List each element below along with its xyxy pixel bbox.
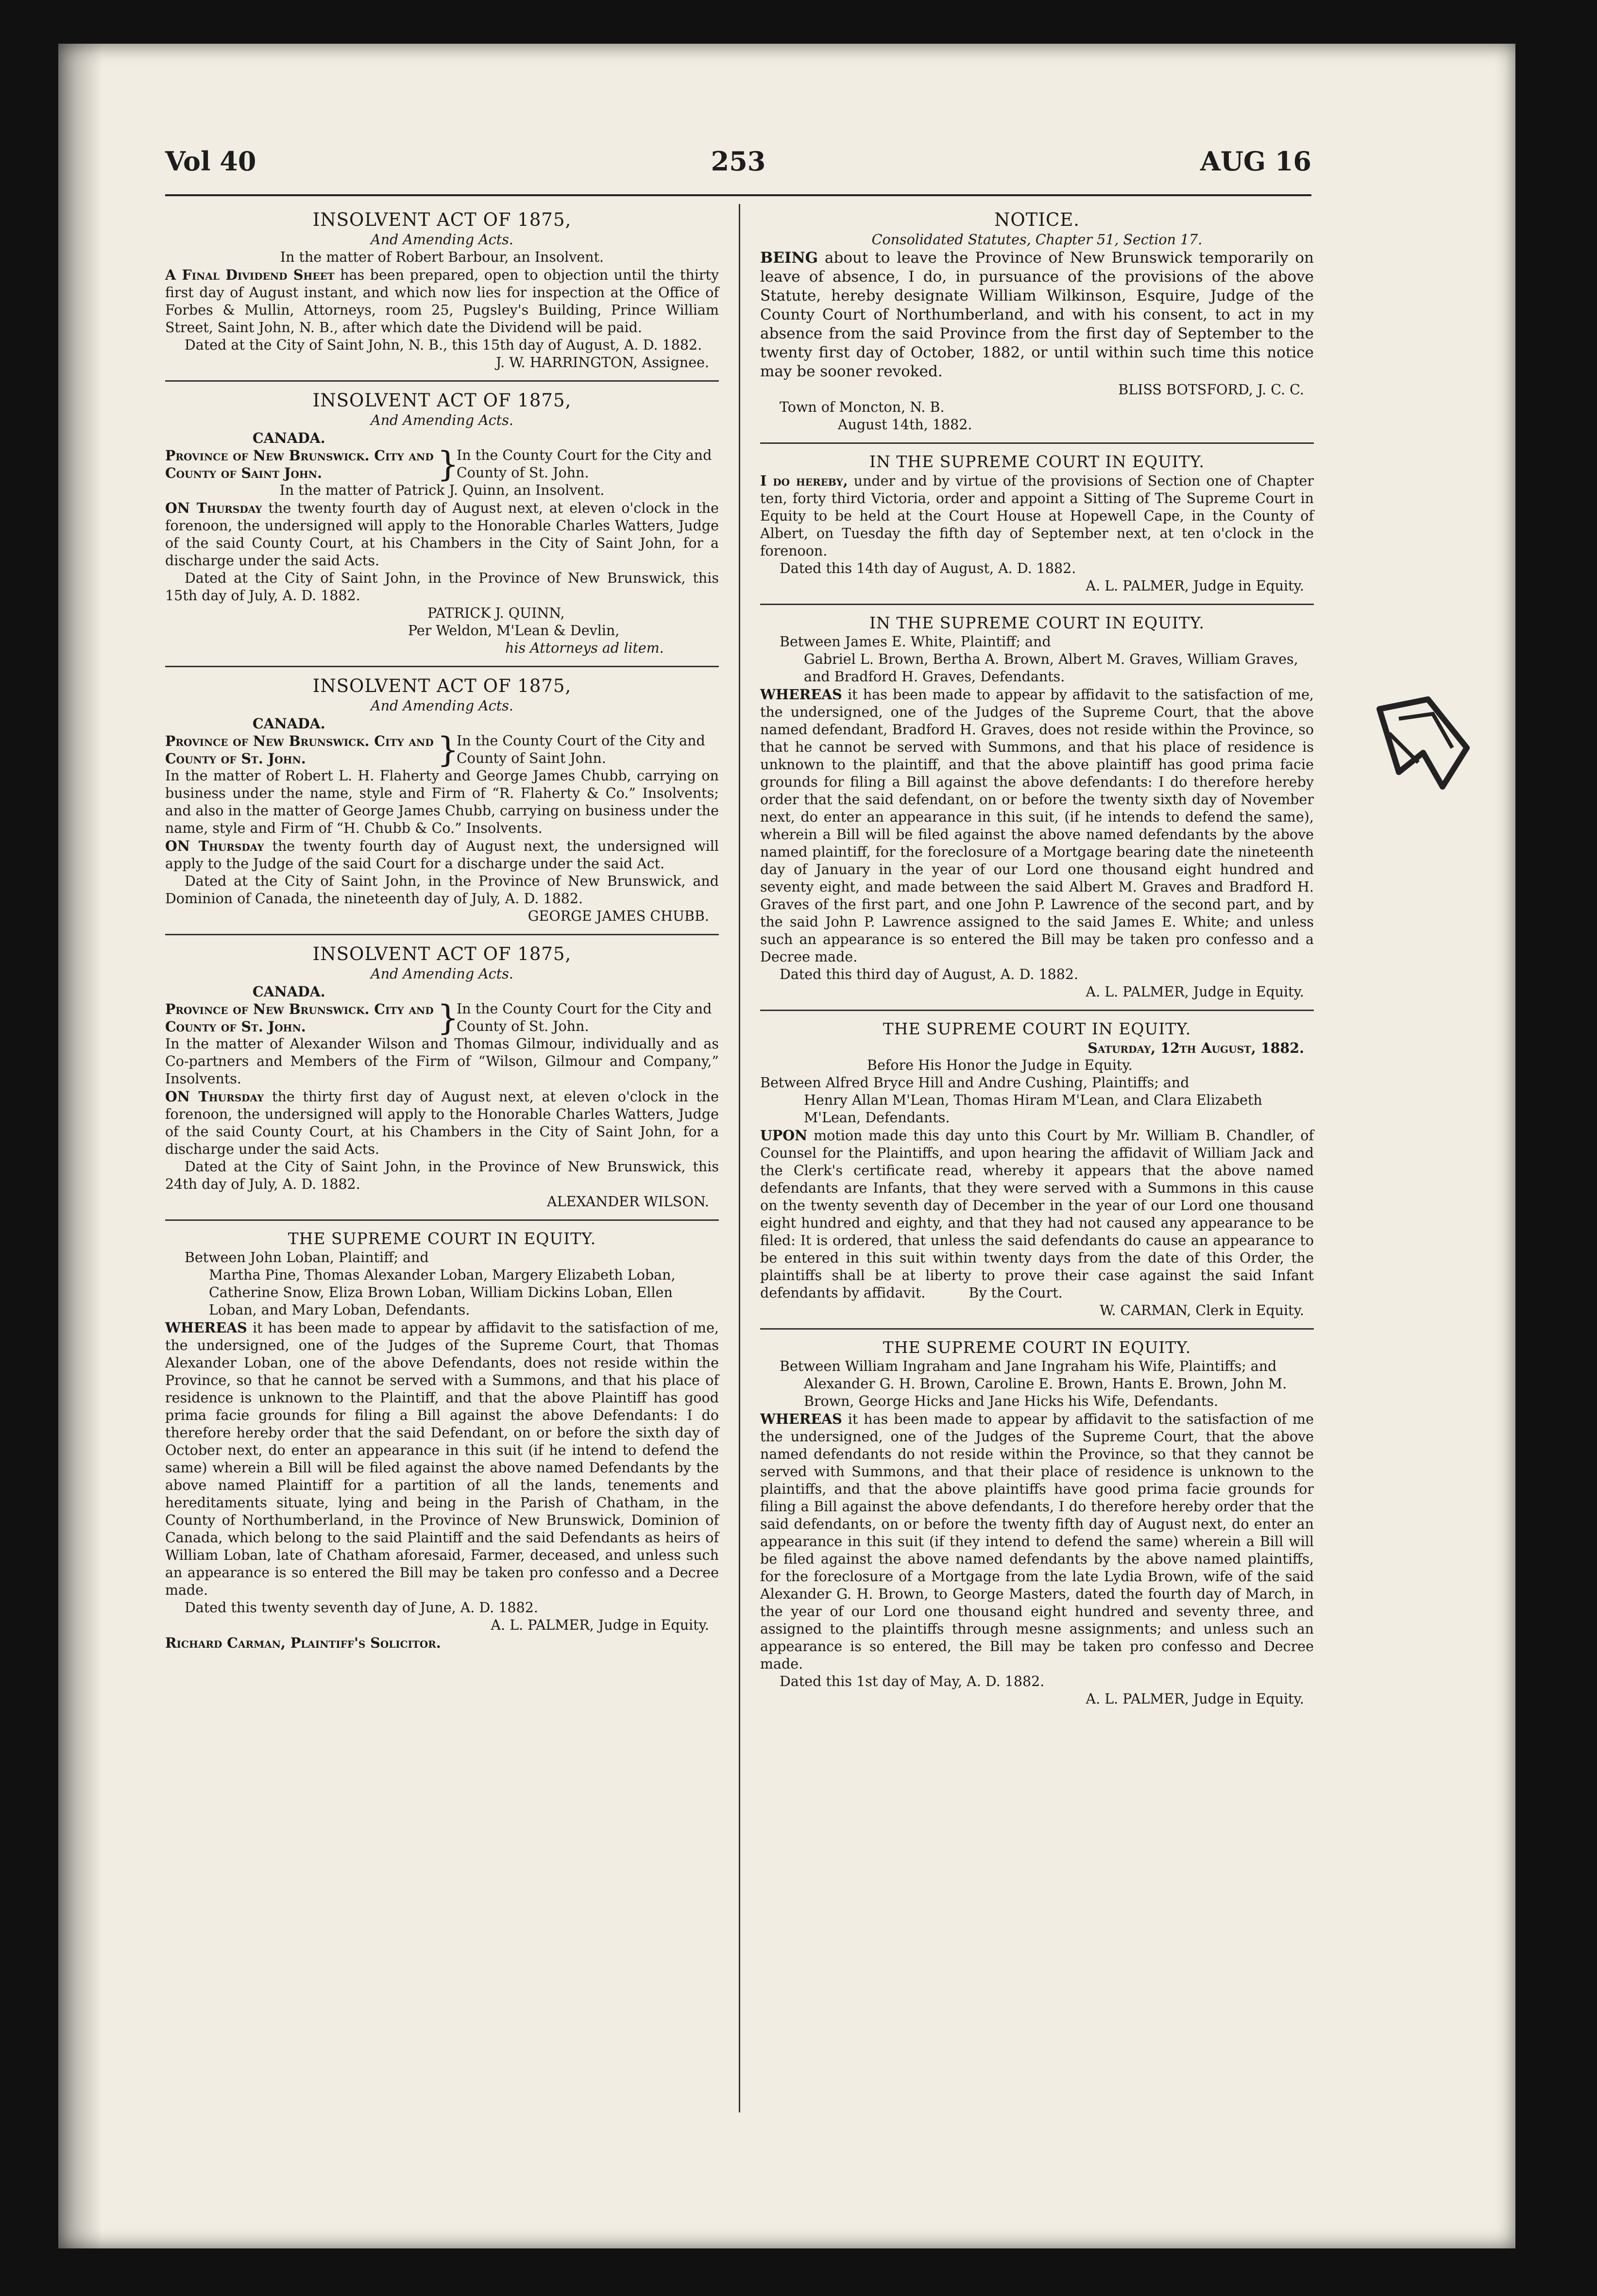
- notice-chubb: [165, 666, 719, 929]
- notice-body-lead: I do hereby,: [760, 473, 848, 489]
- notice-matter: In the matter of Alexander Wilson and Thomas Gilmour, individually and as Co-partners and Members of the Firm of “Wilson, Gilmour and Company,” Insolvents.: [165, 1036, 719, 1087]
- notice-signature: ALEXANDER WILSON.: [547, 1194, 709, 1210]
- notice-signature: A. L. PALMER, Judge in Equity.: [491, 1617, 709, 1633]
- notice-by-court: By the Court.: [968, 1285, 1063, 1301]
- notice-title: INSOLVENT ACT OF 1875,: [312, 390, 572, 411]
- notice-signature: J. W. HARRINGTON, Assignee.: [495, 355, 709, 371]
- notice-body: the thirty first day of August next, at eleven o'clock in the forenoon, the undersigned will apply to the Honorable Charles Watters, Judge of the said County Court, at his Chambers in the City of Saint John, for a discharge under the said Acts.: [165, 1089, 719, 1157]
- notice-dated: Dated at the City of Saint John, N. B., this 15th day of August, A. D. 1882.: [185, 337, 702, 353]
- column-divider: [739, 204, 740, 2112]
- parties-plaintiff: Between William Ingraham and Jane Ingraham his Wife, Plaintiffs; and: [780, 1358, 1277, 1374]
- notice-signature: BLISS BOTSFORD, J. C. C.: [1118, 382, 1304, 398]
- notice-body-lead: ON Thursday: [165, 838, 264, 854]
- parties-defendants: Alexander G. H. Brown, Caroline E. Brown, Hants E. Brown, John M. Brown, George Hicks and Jane Hicks his Wife, Defendants.: [804, 1376, 1287, 1409]
- notice-body-lead: WHEREAS: [760, 1411, 842, 1427]
- court-block: [165, 998, 719, 1038]
- page-header: [165, 146, 1311, 185]
- notice-title: THE SUPREME COURT IN EQUITY.: [288, 1229, 596, 1248]
- notice-subtitle: And Amending Acts.: [371, 698, 513, 714]
- notice-subtitle: And Amending Acts.: [371, 412, 513, 428]
- parties-defendants: Gabriel L. Brown, Bertha A. Brown, Albert M. Graves, William Graves, and Bradford H. Graves, Defendants.: [804, 651, 1298, 685]
- notice-body-lead: A Final Dividend Sheet: [165, 267, 335, 283]
- notice-signature: GEORGE JAMES CHUBB.: [527, 908, 709, 924]
- page-number: 253: [711, 146, 766, 177]
- court-block: [165, 730, 719, 770]
- notice-title: INSOLVENT ACT OF 1875,: [312, 944, 572, 964]
- notice-title: INSOLVENT ACT OF 1875,: [312, 675, 572, 696]
- notice-title: INSOLVENT ACT OF 1875,: [312, 209, 572, 230]
- notice-date-line: Saturday, 12th August, 1882.: [1087, 1040, 1304, 1056]
- court-left: Province of New Brunswick. City and County of Saint John.: [165, 447, 434, 481]
- notice-body: it has been made to appear by affidavit to the satisfaction of me, the undersigned, one of the Judges of the Supreme Court, that the above named defendant, Bradford H. Graves, does not reside within the Province, so that he cannot be served with Summons, and that his place of residence is unknown to the plaintiff, and that the above plaintiff has good prima facie grounds for filing a Bill against the above defendants: I do therefore hereby order that the said defendant, on or before the twenty sixth day of November next, do enter an appearance in this suit, (if he intends to defend the same), wherein a Bill will be filed against the above named defendants by the above named plaintiff, for the foreclosure of a Mortgage bearing date the nineteenth day of January in the year of our Lord one thousand eight hundred and seventy eight, and made between the said Albert M. Graves and Bradford H. Graves of the first part, and one John P. Lawrence of the second part, and by the said John P. Lawrence assigned to the said James E. White; and unless such an appearance is so entered the Bill may be taken pro confesso and a Decree made.: [760, 687, 1314, 965]
- notice-signature: PATRICK J. QUINN,: [427, 605, 565, 621]
- notice-signature: A. L. PALMER, Judge in Equity.: [1086, 578, 1304, 594]
- parties-plaintiff: Between John Loban, Plaintiff; and: [185, 1249, 429, 1266]
- notice-body: it has been made to appear by affidavit to the satisfaction of me, the undersigned, one of the Judges of the Supreme Court, that Thomas Alexander Loban, one of the above Defendants, does not reside within the Province, so that he cannot be served with a Summons, and that his place of residence is unknown to the Plaintiff, and that the above Plaintiff has good prima facie grounds for filing a Bill against the above Defendants: I do therefore hereby order that the said Defendant, on or before the sixth day of October next, do enter an appearance in this suit (if he intend to defend the same) wherein a Bill will be filed against the above named Defendants by the above named Plaintiff for a partition of all the lands, tenements and hereditaments situate, lying and being in the Parish of Chatham, in the County of Northumberland, in the Province of New Brunswick, Dominion of Canada, which belong to the said Plaintiff and the said Defendants as heirs of William Loban, late of Chatham aforesaid, Farmer, deceased, and unless such an appearance is so entered the Bill may be taken pro confesso and a Decree made.: [165, 1320, 719, 1598]
- notice-hopewell: [760, 442, 1314, 599]
- notice-body-lead: WHEREAS: [165, 1319, 247, 1336]
- notice-quinn: [165, 380, 719, 661]
- notice-dated: August 14th, 1882.: [838, 417, 972, 433]
- notice-body-lead: WHEREAS: [760, 686, 842, 703]
- notice-botsford: [760, 209, 1314, 438]
- notice-ingraham: [760, 1328, 1314, 1712]
- notice-dated: Dated this 14th day of August, A. D. 1882.: [780, 560, 1076, 576]
- right-column: [760, 209, 1314, 1712]
- header-rule: [165, 194, 1311, 196]
- notice-body: the twenty fourth day of August next, at eleven o'clock in the forenoon, the undersigned will apply to the Honorable Charles Watters, Judge of the said County Court, at his Chambers in the City of Saint John, for a discharge under the said Acts.: [165, 500, 719, 569]
- notice-dated: Dated at the City of Saint John, in the Province of New Brunswick, this 15th day of July, A. D. 1882.: [165, 570, 719, 604]
- notice-signature: W. CARMAN, Clerk in Equity.: [1100, 1302, 1304, 1318]
- notice-body: about to leave the Province of New Brunswick temporarily on leave of absence, I do, in pursuance of the provisions of the above Statute, hereby designate William Wilkinson, Esquire, Judge of the County Court of Northumberland, and with his consent, to act in my absence from the said Province from the first day of September to the twenty first day of October, 1882, or until within such time this notice may be sooner revoked.: [760, 249, 1314, 380]
- court-block: [165, 444, 719, 484]
- notice-title: IN THE SUPREME COURT IN EQUITY.: [869, 452, 1205, 471]
- left-column: [165, 209, 719, 1655]
- court-right: In the County Court for the City and County of St. John.: [457, 447, 712, 481]
- notice-body: it has been made to appear by affidavit to the satisfaction of me the undersigned, one of the Judges of the Supreme Court, that the above named defendants do not reside within the Province, so that they cannot be served with Summons, and that their place of residence is unknown to the plaintiffs, and that the above plaintiffs have good prima facie grounds for filing a Bill against the above defendants, I do therefore hereby order that the said defendants, on or before the twenty fifth day of August next, do enter an appearance in this suit (if they intend to defend the same) wherein a Bill will be filed against the above named defendants by the above named plaintiffs, for the foreclosure of a Mortgage from the late Lydia Brown, wife of the said Alexander G. H. Brown, to George Masters, dated the fourth day of March, in the year of our Lord one thousand eight hundred and seventy three, and assigned to the plaintiffs through mesne assignments; and unless such an appearance is so entered, the Bill may be taken pro confesso and Decree made.: [760, 1411, 1314, 1672]
- notice-canada: CANADA.: [253, 715, 325, 732]
- notice-body-lead: ON Thursday: [165, 500, 262, 516]
- notice-subtitle: And Amending Acts.: [371, 232, 513, 248]
- court-left: Province of New Brunswick. City and County of St. John.: [165, 1001, 434, 1035]
- library-stamp-icon: [1370, 690, 1477, 796]
- notice-before: Before His Honor the Judge in Equity.: [867, 1057, 1133, 1073]
- notice-body: the twenty fourth day of August next, the undersigned will apply to the Judge of the said Court for a discharge under the said Act.: [165, 838, 719, 872]
- notice-matter: In the matter of Patrick J. Quinn, an Insolvent.: [279, 482, 605, 498]
- notice-subtitle: Consolidated Statutes, Chapter 51, Section 17.: [871, 232, 1203, 248]
- notice-barbour: [165, 209, 719, 375]
- court-right: In the County Court of the City and County of Saint John.: [457, 733, 705, 766]
- notice-solicitor: Richard Carman, Plaintiff's Solicitor.: [165, 1635, 441, 1651]
- court-left: Province of New Brunswick. City and County of St. John.: [165, 733, 434, 767]
- notice-body-lead: BEING: [760, 249, 818, 267]
- notice-white: [760, 604, 1314, 1005]
- notice-title: THE SUPREME COURT IN EQUITY.: [883, 1019, 1191, 1038]
- notice-body-lead: ON Thursday: [165, 1088, 264, 1105]
- notice-dated: Dated this third day of August, A. D. 1882.: [780, 966, 1079, 982]
- parties-plaintiff: Between James E. White, Plaintiff; and: [780, 634, 1051, 650]
- notice-canada: CANADA.: [253, 983, 325, 1000]
- brace-icon: }: [437, 730, 459, 770]
- notice-body: has been prepared, open to objection until the thirty first day of August instant, and which now lies for inspection at the Office of Forbes & Mullin, Attorneys, room 25, Pugsley's Building, Prince William Street, Saint John, N. B., after which date the Dividend will be paid.: [165, 267, 719, 336]
- notice-attorneys: his Attorneys ad litem.: [505, 640, 664, 656]
- notice-canada: CANADA.: [253, 430, 325, 446]
- page-gutter-shadow: [58, 44, 102, 2248]
- parties-defendants: Henry Allan M'Lean, Thomas Hiram M'Lean, and Clara Elizabeth M'Lean, Defendants.: [804, 1092, 1262, 1126]
- notice-hill: [760, 1010, 1314, 1323]
- notice-dated: Dated at the City of Saint John, in the Province of New Brunswick, and Dominion of Canada, the nineteenth day of July, A. D. 1882.: [165, 873, 719, 907]
- brace-icon: }: [437, 444, 459, 484]
- notice-signature: A. L. PALMER, Judge in Equity.: [1086, 984, 1304, 1000]
- notice-dated: Dated at the City of Saint John, in the Province of New Brunswick, this 24th day of July, A. D. 1882.: [165, 1159, 719, 1192]
- parties-plaintiff: Between Alfred Bryce Hill and Andre Cushing, Plaintiffs; and: [760, 1075, 1189, 1091]
- volume-label: Vol 40: [165, 146, 256, 177]
- parties-defendants: Martha Pine, Thomas Alexander Loban, Margery Elizabeth Loban, Catherine Snow, Eliza Brown Loban, William Dickins Loban, Ellen Loban, and Mary Loban, Defendants.: [209, 1267, 676, 1318]
- notice-wilson: [165, 934, 719, 1215]
- court-right: In the County Court for the City and County of St. John.: [457, 1001, 712, 1034]
- brace-icon: }: [437, 998, 459, 1038]
- notice-body: under and by virtue of the provisions of Section one of Chapter ten, forty third Victoria, order and appoint a Sitting of The Supreme Court in Equity to be held at the Court House at Hopewell Cape, in the County of Albert, on Tuesday the fifth day of September next, at ten o'clock in the forenoon.: [760, 473, 1314, 559]
- notice-title: IN THE SUPREME COURT IN EQUITY.: [869, 613, 1205, 632]
- notice-matter: In the matter of Robert L. H. Flaherty and George James Chubb, carrying on business under the name, style and Firm of “R. Flaherty & Co.” Insolvents; and also in the matter of George James Chubb, carrying on business under the name, style and Firm of “H. Chubb & Co.” Insolvents.: [165, 768, 719, 836]
- notice-title: NOTICE.: [994, 209, 1080, 230]
- notice-place: Town of Moncton, N. B.: [780, 399, 945, 415]
- notice-dated: Dated this 1st day of May, A. D. 1882.: [780, 1673, 1045, 1689]
- issue-date: AUG 16: [1200, 146, 1311, 177]
- notice-dated: Dated this twenty seventh day of June, A. D. 1882.: [185, 1600, 538, 1616]
- notice-title: THE SUPREME COURT IN EQUITY.: [883, 1338, 1191, 1357]
- notice-signature: A. L. PALMER, Judge in Equity.: [1086, 1691, 1304, 1707]
- notice-per: Per Weldon, M'Lean & Devlin,: [408, 623, 620, 639]
- notice-subtitle: And Amending Acts.: [371, 966, 513, 982]
- notice-body: motion made this day unto this Court by Mr. William B. Chandler, of Counsel for the Plaintiffs, and upon hearing the affidavit of William Jack and the Clerk's certificate read, whereby it appears that the above named defendants are Infants, that they were served with a Summons in this cause on the twenty seventh day of December in the year of our Lord one thousand eight hundred and eighty, and that they had not caused any appearance to be filed: It is ordered, that unless the said defendants do cause an appearance to be entered in this suit within twenty days from the date of this Order, the plaintiffs shall be at liberty to prove their case against the said Infant defendants by affidavit.: [760, 1128, 1314, 1301]
- notice-matter: In the matter of Robert Barbour, an Insolvent.: [280, 249, 604, 265]
- notice-loban: [165, 1219, 719, 1655]
- notice-body-lead: UPON: [760, 1127, 808, 1144]
